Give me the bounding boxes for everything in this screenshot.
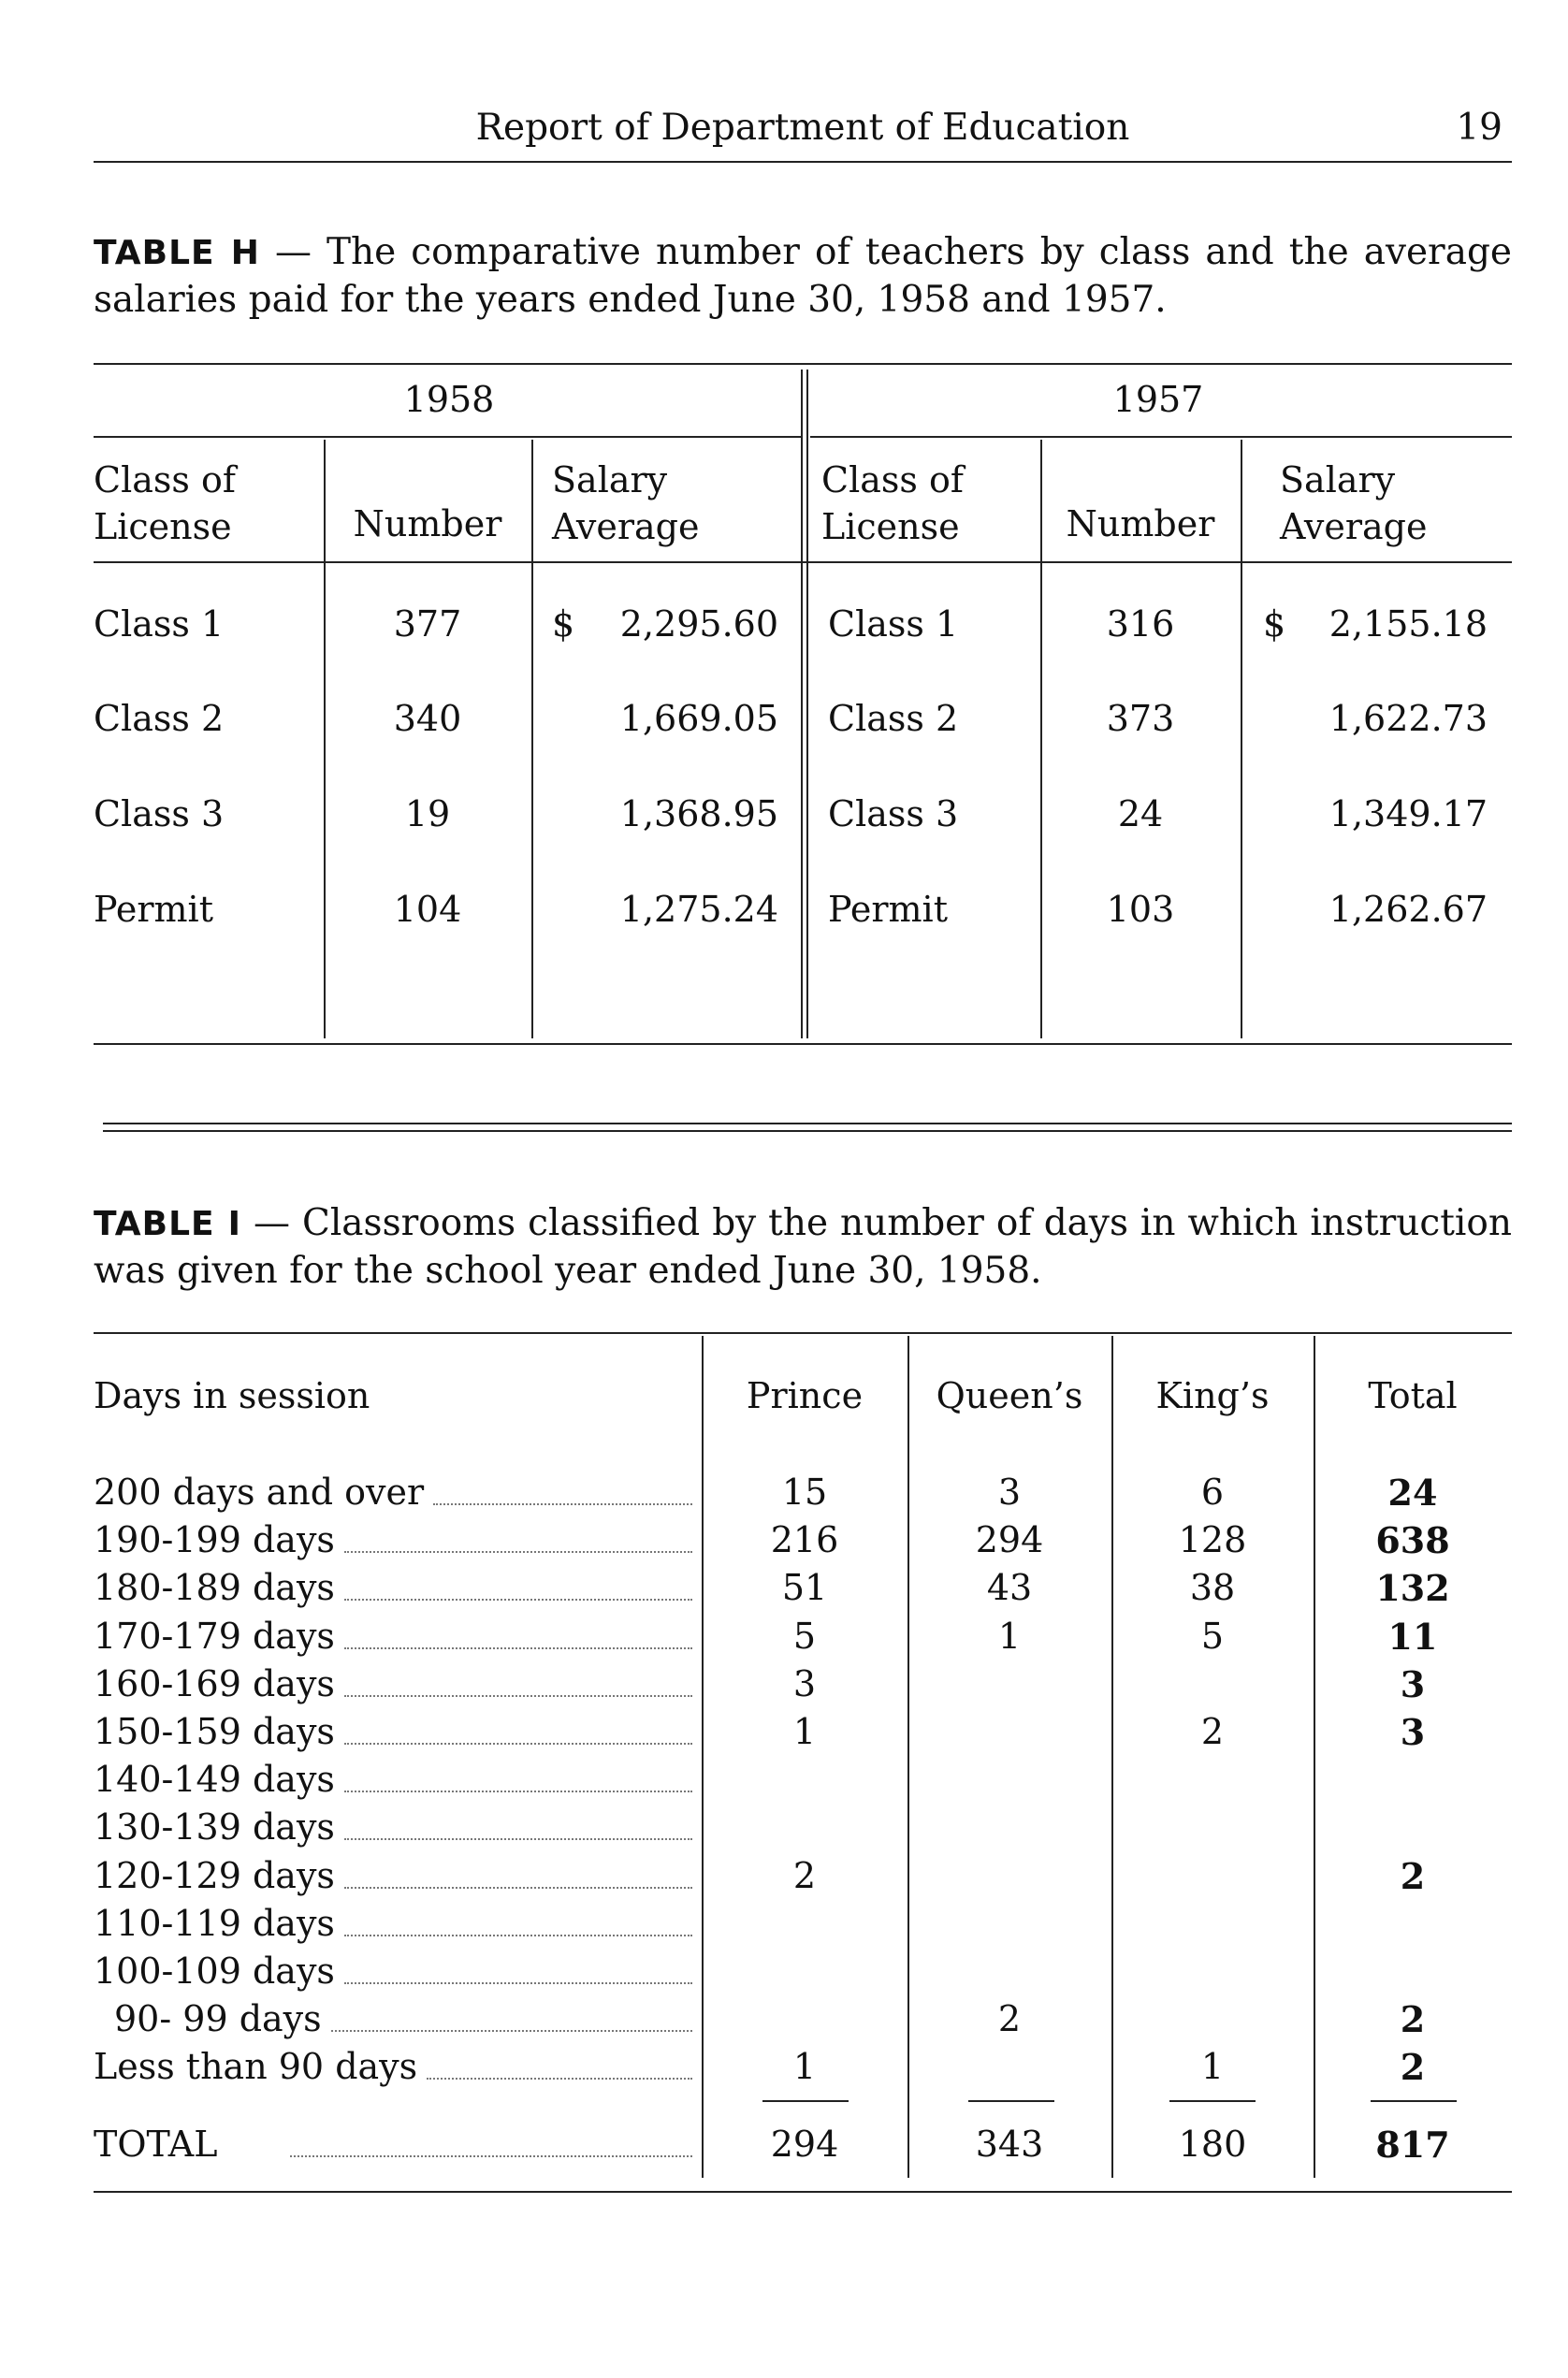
row-prince: 1: [792, 1711, 817, 1752]
col-salary-line1: Salary: [1280, 459, 1396, 500]
row-number: 24: [1117, 793, 1164, 834]
row-prince: 5: [792, 1616, 817, 1657]
section-separator: [103, 1123, 1512, 1124]
row-prince: 216: [770, 1519, 839, 1560]
total-total: 817: [1375, 2124, 1450, 2166]
row-prince: 2: [792, 1855, 817, 1896]
row-queens: 1: [997, 1616, 1022, 1657]
col-salary-line2: Average: [1280, 506, 1428, 547]
leader-dots: [433, 1503, 692, 1505]
col-class-line2: License: [821, 506, 960, 547]
row-prince: 1: [792, 2046, 817, 2087]
row-total: 638: [1375, 1519, 1450, 1561]
row-days: 130-139 days: [94, 1806, 335, 1848]
row-number: 340: [393, 698, 462, 739]
table-i-col-queens: Queen’s: [936, 1375, 1083, 1416]
sum-rule: [1169, 2100, 1256, 2102]
row-prince: 51: [781, 1567, 828, 1608]
sum-rule: [762, 2100, 849, 2102]
row-currency: $: [1263, 603, 1286, 645]
row-total: 2: [1400, 2046, 1426, 2088]
table-h-year-rule-right: [810, 436, 1512, 438]
table-h-col-number-1957: Number: [1066, 503, 1215, 544]
row-kings: 128: [1178, 1519, 1247, 1560]
row-number: 316: [1106, 603, 1175, 645]
row-days: 100-109 days: [94, 1950, 335, 1992]
table-h-header-rule: [94, 561, 1512, 563]
row-kings: 1: [1200, 2046, 1225, 2087]
header-rule: [94, 161, 1512, 163]
table-i-col-total: Total: [1368, 1375, 1458, 1416]
page: [94, 0, 1512, 2378]
leader-dots: [344, 1695, 692, 1697]
sum-rule: [1371, 2100, 1457, 2102]
row-salary: 1,669.05: [619, 698, 778, 739]
table-h-divider: [806, 370, 808, 1038]
row-kings: 5: [1200, 1616, 1225, 1657]
row-number: 373: [1106, 698, 1175, 739]
header-title: Report of Department of Education: [475, 107, 1130, 149]
leader-dots: [427, 2078, 692, 2080]
row-salary: 1,275.24: [619, 889, 778, 930]
table-h-top-rule: [94, 363, 1512, 365]
table-h-col-class-1957: [821, 457, 964, 550]
table-i-col-days: Days in session: [94, 1375, 370, 1416]
row-class: Class 3: [94, 793, 225, 834]
leader-dots: [344, 1887, 692, 1889]
table-h-year-1958: 1958: [403, 379, 495, 420]
row-salary: 1,349.17: [1328, 793, 1488, 834]
row-salary: 2,155.18: [1328, 603, 1488, 645]
row-prince: 15: [781, 1472, 828, 1513]
row-class: Class 2: [828, 698, 959, 739]
leader-dots: [344, 1599, 692, 1601]
page-number: 19: [1456, 107, 1503, 149]
table-i-top-rule: [94, 1332, 1512, 1334]
row-total: 3: [1400, 1663, 1426, 1705]
row-kings: 2: [1200, 1711, 1225, 1752]
total-kings: 180: [1178, 2124, 1247, 2165]
table-h-label: TABLE H: [94, 234, 260, 272]
row-number: 104: [393, 889, 462, 930]
table-h-caption: [94, 229, 1512, 324]
row-kings: 6: [1200, 1472, 1225, 1513]
table-h-col-class-1958: [94, 457, 236, 550]
table-h-caption-text: — The comparative number of teachers by class and the average salaries paid for the years ended June 30, 1958 and 1957.: [94, 231, 1512, 321]
row-days: 180-189 days: [94, 1567, 335, 1608]
col-class-line1: Class of: [94, 459, 236, 500]
col-salary-line2: Average: [552, 506, 700, 547]
row-days: 160-169 days: [94, 1663, 335, 1704]
table-h-col-salary-1958: [552, 457, 700, 550]
row-total: 132: [1375, 1567, 1450, 1609]
table-i-col-prince: Prince: [746, 1375, 864, 1416]
running-header: [94, 101, 1512, 157]
total-label: TOTAL: [94, 2124, 218, 2165]
row-days: Less than 90 days: [94, 2046, 418, 2087]
sum-rule: [968, 2100, 1054, 2102]
row-class: Permit: [828, 889, 948, 930]
leader-dots: [344, 1982, 692, 1984]
table-h-col-salary-1957: [1280, 457, 1428, 550]
table-i-caption-text: — Classrooms classified by the number of days in which instruction was given for the school year ended June 30, 1958.: [94, 1202, 1512, 1292]
row-days: 190-199 days: [94, 1519, 335, 1560]
row-number: 19: [404, 793, 451, 834]
table-h-col-number-1958: Number: [353, 503, 502, 544]
table-i-vline: [907, 1336, 909, 2178]
leader-dots: [290, 2155, 692, 2157]
row-days: 170-179 days: [94, 1616, 335, 1657]
table-h-vline: [1040, 440, 1042, 1038]
row-salary: 1,368.95: [619, 793, 778, 834]
row-class: Class 3: [828, 793, 959, 834]
total-queens: 343: [975, 2124, 1044, 2165]
row-queens: 43: [986, 1567, 1033, 1608]
row-salary: 1,622.73: [1328, 698, 1488, 739]
row-total: 11: [1387, 1616, 1438, 1658]
row-total: 3: [1400, 1711, 1426, 1753]
section-separator: [103, 1130, 1512, 1132]
leader-dots: [344, 1551, 692, 1553]
col-class-line1: Class of: [821, 459, 964, 500]
row-total: 2: [1400, 1998, 1426, 2040]
table-h-vline: [1241, 440, 1242, 1038]
row-class: Class 1: [94, 603, 225, 645]
row-days: 90- 99 days: [114, 1998, 322, 2039]
row-days: 120-129 days: [94, 1855, 335, 1896]
col-salary-line1: Salary: [552, 459, 668, 500]
row-total: 24: [1387, 1472, 1438, 1514]
table-i-col-kings: King’s: [1155, 1375, 1270, 1416]
leader-dots: [344, 1838, 692, 1840]
row-days: 200 days and over: [94, 1472, 425, 1513]
row-days: 140-149 days: [94, 1759, 335, 1800]
row-number: 377: [393, 603, 462, 645]
table-h-year-rule-left: [94, 436, 801, 438]
row-class: Permit: [94, 889, 213, 930]
row-queens: 294: [975, 1519, 1044, 1560]
table-h-year-1957: 1957: [1112, 379, 1204, 420]
row-kings: 38: [1189, 1567, 1236, 1608]
table-i-label: TABLE I: [94, 1205, 242, 1243]
leader-dots: [344, 1743, 692, 1745]
col-class-line2: License: [94, 506, 232, 547]
table-h-bottom-rule: [94, 1043, 1512, 1045]
row-prince: 3: [792, 1663, 817, 1704]
row-salary: 1,262.67: [1328, 889, 1488, 930]
leader-dots: [344, 1791, 692, 1792]
row-queens: 3: [997, 1472, 1022, 1513]
row-class: Class 2: [94, 698, 225, 739]
total-prince: 294: [770, 2124, 839, 2165]
leader-dots: [344, 1935, 692, 1936]
row-currency: $: [552, 603, 575, 645]
row-salary: 2,295.60: [619, 603, 778, 645]
row-number: 103: [1106, 889, 1175, 930]
row-total: 2: [1400, 1855, 1426, 1897]
row-days: 150-159 days: [94, 1711, 335, 1752]
table-h-vline: [324, 440, 326, 1038]
table-h-vline: [531, 440, 533, 1038]
table-i-caption: [94, 1200, 1512, 1295]
row-days: 110-119 days: [94, 1903, 335, 1944]
row-class: Class 1: [828, 603, 959, 645]
row-queens: 2: [997, 1998, 1022, 2039]
leader-dots: [344, 1647, 692, 1649]
table-i-bottom-rule: [94, 2191, 1512, 2193]
leader-dots: [331, 2030, 692, 2032]
table-h-divider: [801, 370, 803, 1038]
